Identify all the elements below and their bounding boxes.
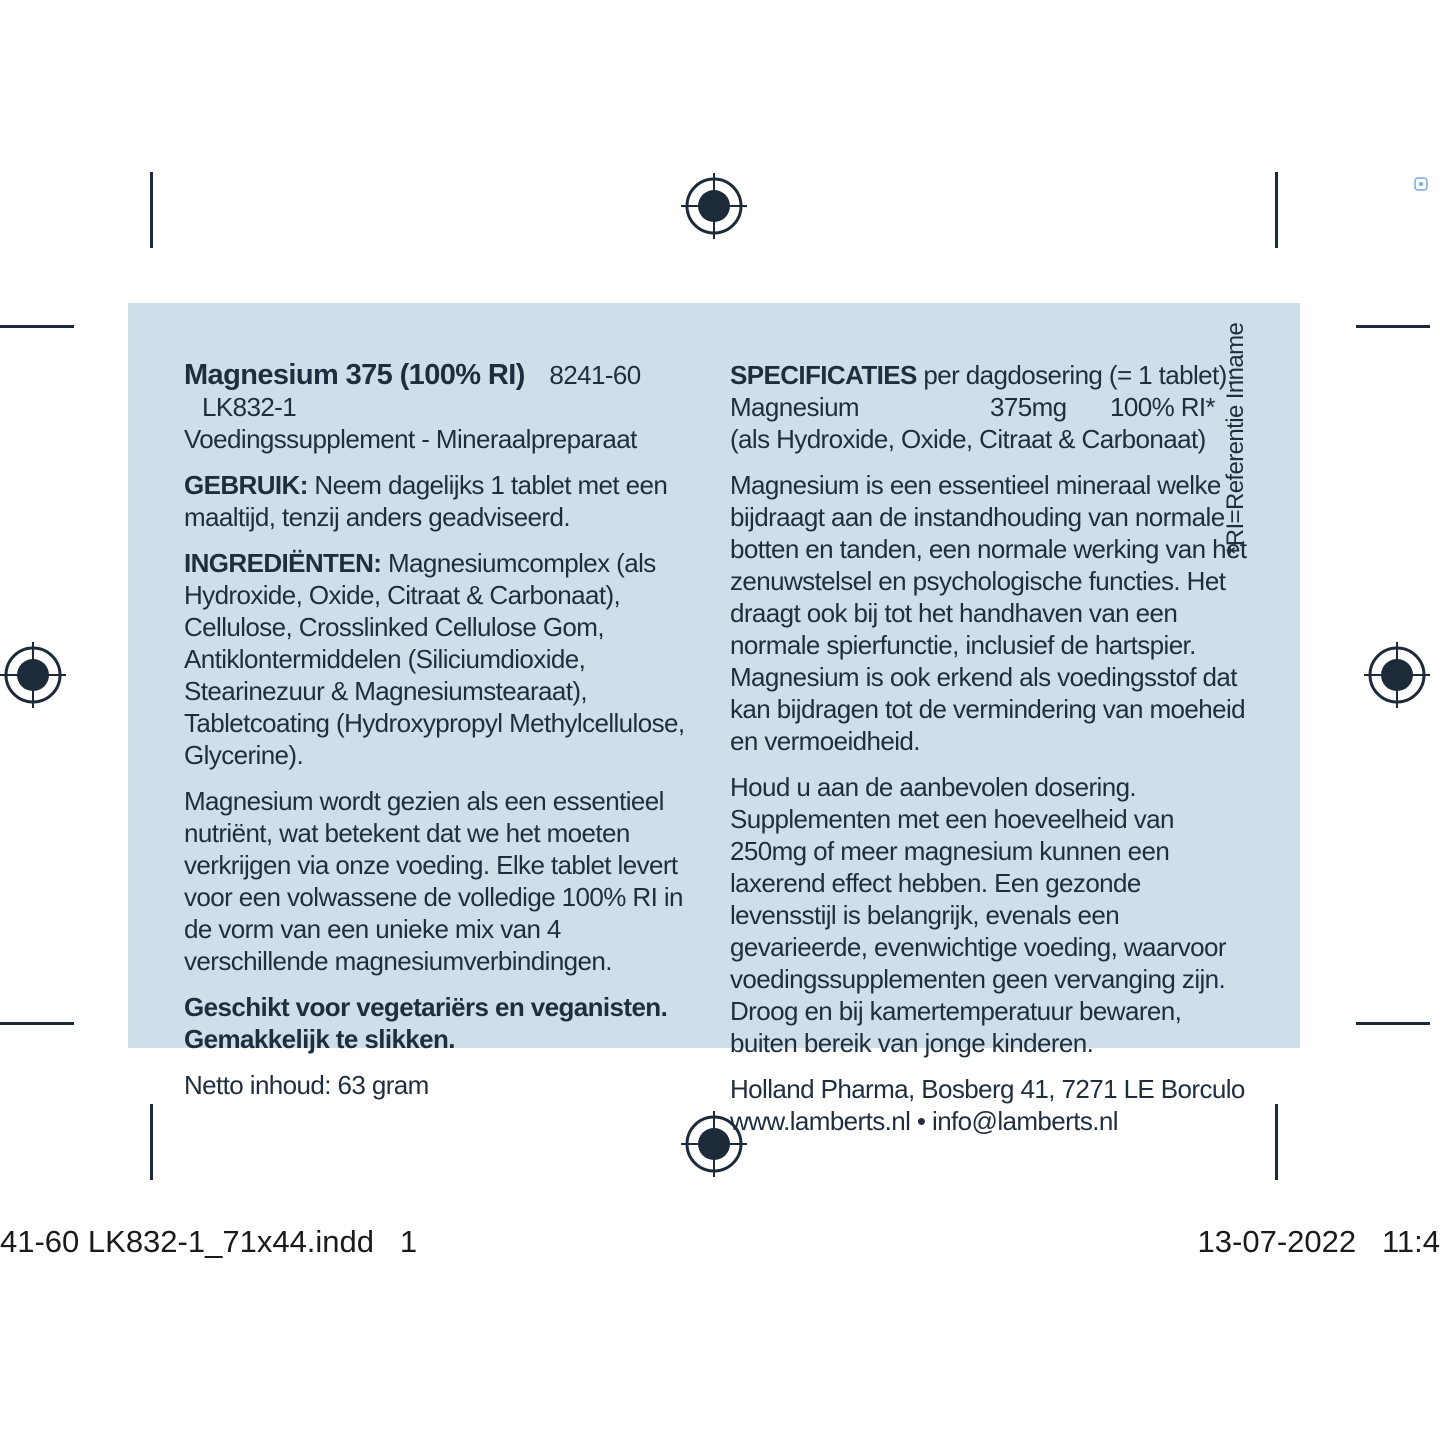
crop-mark-bottom-left	[150, 1104, 153, 1180]
product-code-2: LK832-1	[202, 392, 297, 422]
spec-amount: 375mg	[990, 392, 1067, 422]
spec-heading: SPECIFICATIES	[730, 360, 917, 390]
spec-heading-line	[730, 359, 1250, 391]
spec-ri: 100% RI*	[1110, 392, 1216, 422]
ri-footnote: *RI=Referentie Inname	[1222, 322, 1249, 555]
company-address: Holland Pharma, Bosberg 41, 7271 LE Borculo	[730, 1074, 1245, 1104]
spec-nutrient: Magnesium	[730, 392, 859, 422]
spec-subheading: per dagdosering (= 1 tablet):	[923, 360, 1234, 390]
usage-paragraph	[184, 469, 704, 533]
ri-footnote-container	[1220, 322, 1250, 559]
usage-heading: GEBRUIK:	[184, 470, 308, 500]
health-claim: Magnesium is een essentieel mineraal welke bijdraagt aan de instandhouding van normale botten en tanden, een normale werking van het zenuwstelsel en psychologische functies. Het draagt ook bij tot het handhaven van een normale spierfunctie, inclusief de hartspier. Magnesium is ook erkend als voedingsstof dat kan bijdragen tot de vermindering van moeheid en vermoeidheid.	[730, 470, 1247, 756]
right-column	[730, 359, 1250, 1137]
product-title-line	[184, 359, 704, 423]
product-subtitle: Voedingssupplement - Mineraalpreparaat	[184, 424, 637, 454]
registration-mark-top-icon	[681, 173, 747, 239]
ingredients-heading: INGREDIËNTEN:	[184, 548, 382, 578]
crop-mark-left-bottom	[0, 1022, 74, 1025]
slug-timestamp: 13-07-2022 11:4	[1197, 1224, 1440, 1259]
crop-mark-right-bottom	[1356, 1022, 1430, 1025]
crop-mark-bottom-right	[1275, 1104, 1278, 1180]
label-panel	[128, 303, 1300, 1136]
ingredients-text: Magnesiumcomplex (als Hydroxide, Oxide, Citraat & Carbonaat), Cellulose, Crosslinked Cellulose Gom, Antiklontermiddelen (Siliciumdioxide, Stearinezuur & Magnesiumstearaat), Tabletcoating (Hydroxypropyl Methylcellulose, Glycerine).	[184, 548, 685, 770]
spec-form: (als Hydroxide, Oxide, Citraat & Carbonaat)	[730, 424, 1206, 454]
left-column	[184, 359, 704, 1101]
crop-mark-left-top	[0, 325, 74, 328]
suitability-line-1: Geschikt voor vegetariërs en veganisten.	[184, 992, 668, 1022]
registration-mark-right-icon	[1364, 642, 1430, 708]
registration-mark-left-icon	[0, 642, 66, 708]
website-contact: www.lamberts.nl • info@lamberts.nl	[730, 1106, 1118, 1136]
warning-text: Houd u aan de aanbevolen dosering. Supplementen met een hoeveelheid van 250mg of meer magnesium kunnen een laxerend effect hebben. Een gezonde levensstijl is belangrijk, evenals een gevarieerde, evenwichtige voeding, waarvoor voedingssupplementen geen vervanging zijn. Droog en bij kamertemperatuur bewaren, buiten bereik van jonge kinderen.	[730, 772, 1226, 1058]
ingredients-paragraph	[184, 547, 704, 771]
net-content: Netto inhoud: 63 gram	[184, 1070, 429, 1100]
product-description: Magnesium wordt gezien als een essentieel nutriënt, wat betekent dat we het moeten verkrijgen via onze voeding. Elke tablet levert voor een volwassene de volledige 100% RI in de vorm van een unieke mix van 4 verschillende magnesiumverbindingen.	[184, 786, 683, 976]
usage-text: Neem dagelijks 1 tablet met een maaltijd, tenzij anders geadviseerd.	[184, 470, 668, 532]
expand-icon[interactable]	[1413, 176, 1429, 192]
product-code-1: 8241-60	[549, 360, 641, 390]
crop-mark-top-right	[1275, 172, 1278, 248]
suitability-line-2: Gemakkelijk te slikken.	[184, 1024, 455, 1054]
crop-mark-top-left	[150, 172, 153, 248]
slug-file-info: 41-60 LK832-1_71x44.indd 1	[0, 1224, 418, 1259]
spec-table-row	[730, 391, 1250, 423]
crop-mark-right-top	[1356, 325, 1430, 328]
product-title: Magnesium 375 (100% RI)	[184, 359, 525, 391]
